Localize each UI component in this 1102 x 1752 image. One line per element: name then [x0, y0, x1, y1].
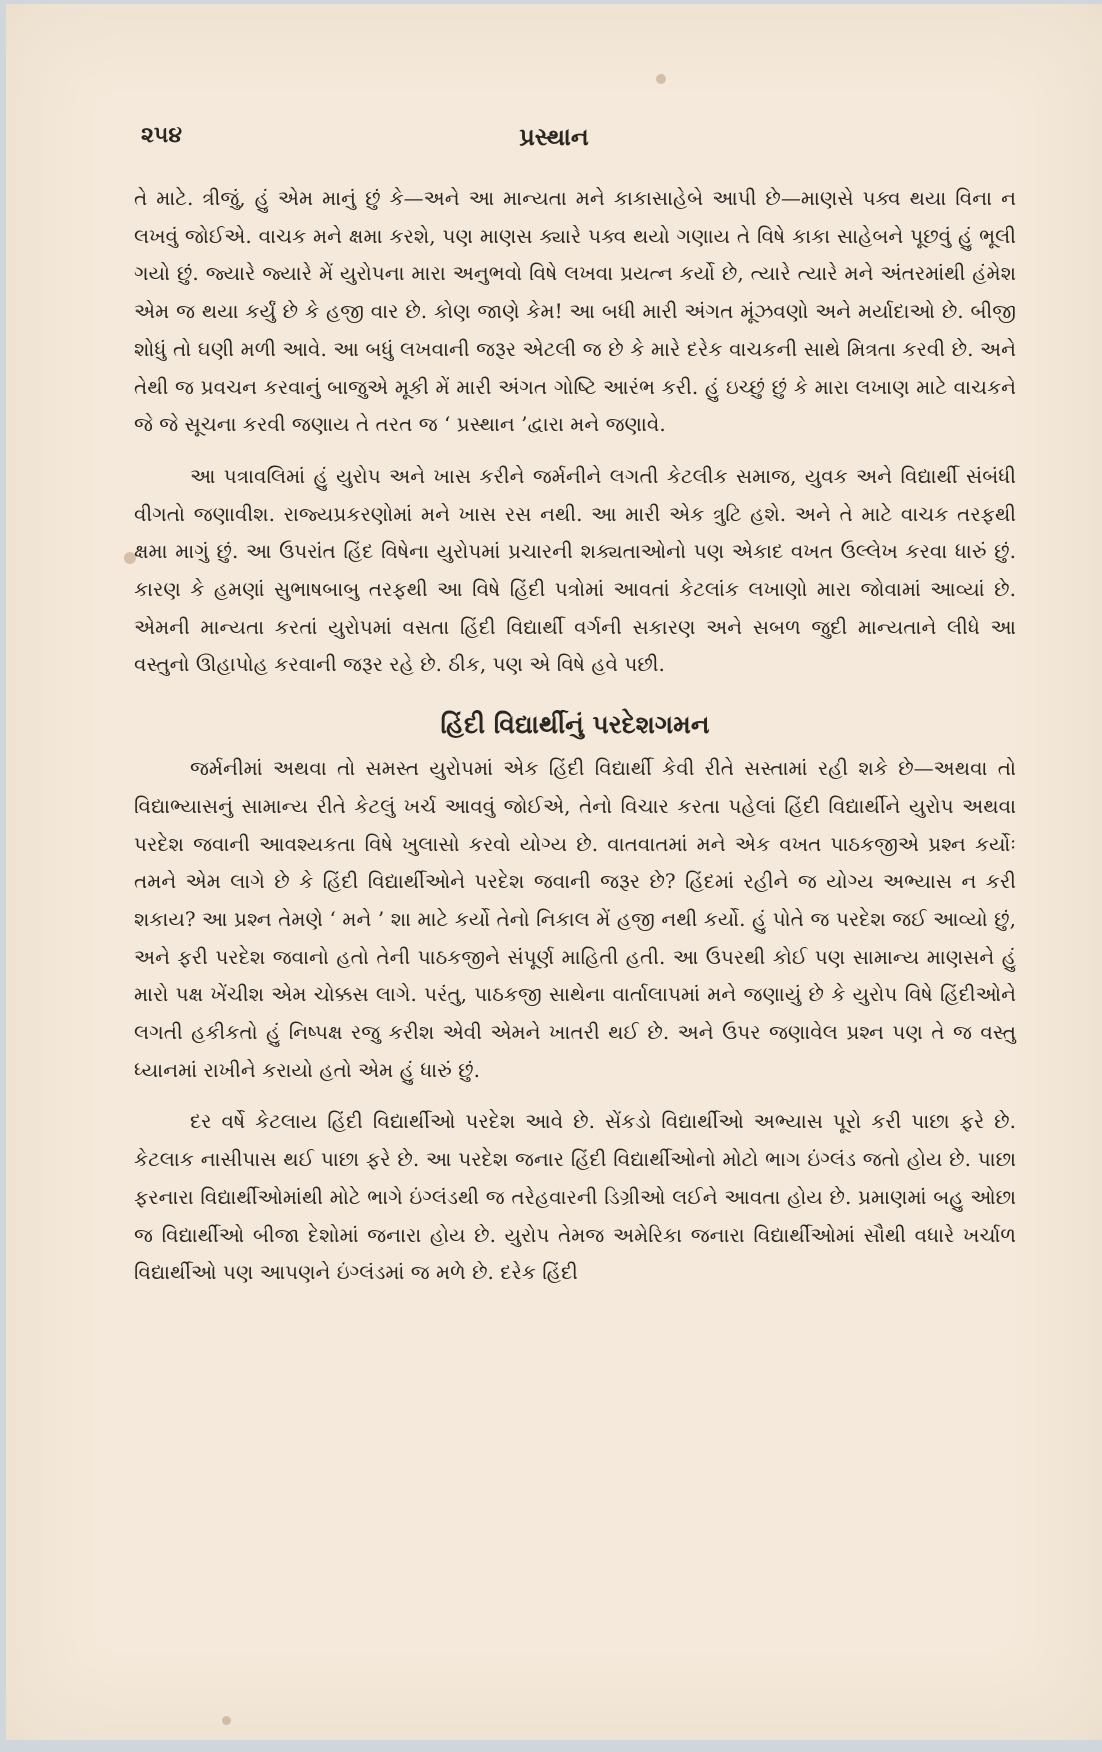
paper-stain: [656, 74, 666, 84]
paragraph: જર્મનીમાં અથવા તો સમસ્ત યુરોપમાં એક હિંદી વિદ્યાર્થી કેવી રીતે સસ્તામાં રહી શકે છે—અથવા તો વિદ્યાભ્યાસનું સામાન્ય રીતે કેટલું ખર્ચ આવવું જોઈએ, તેનો વિચાર કરતા પહેલાં હિંદી વિદ્યાર્થીને યુરોપ અથવા પરદેશ જવાની આવશ્યકતા વિષે ખુલાસો કરવો યોગ્ય છે. વાતવાતમાં મને એક વખત પાઠકજીએ પ્રશ્ન કર્યોઃ તમને એમ લાગે છે કે હિંદી વિદ્યાર્થીઓને પરદેશ જવાની જરૂર છે? હિંદમાં રહીને જ યોગ્ય અભ્યાસ ન કરી શકાય? આ પ્રશ્ન તેમણે ‘ મને ’ શા માટે કર્યો તેનો નિકાલ મેં હજી નથી કર્યો. હું પોતે જ પરદેશ જઈ આવ્યો છું, અને ફરી પરદેશ જવાનો હતો તેની પાઠકજીને સંપૂર્ણ માહિતી હતી. આ ઉપરથી કોઈ પણ સામાન્ય માણસને હું મારો પક્ષ ખેંચીશ એમ ચોક્કસ લાગે. પરંતુ, પાઠકજી સાથેના વાર્તાલાપમાં મને જણાયું છે કે યુરોપ વિષે હિંદીઓને લગતી હકીકતો હું નિષ્પક્ષ રજુ કરીશ એવી એમને ખાતરી થઈ છે. અને ઉપર જણાવેલ પ્રશ્ન પણ તે જ વસ્તુ ધ્યાનમાં રાખીને કરાયો હતો એમ હું ધારું છું.: [134, 756, 1016, 1082]
book-page: [6, 4, 1102, 1740]
page-number: ૨૫૪: [141, 122, 183, 148]
page-header: [6, 122, 1102, 156]
paragraph: તે માટે. ત્રીજું, હું એમ માનું છું કે—અને આ માન્યતા મને કાકાસાહેબે આપી છે—માણસે પક્વ થયા વિના ન લખવું જોઈએ. વાચક મને ક્ષમા કરશે, પણ માણસ ક્યારે પક્વ થયો ગણાય તે વિષે કાકા સાહેબને પૂછવું હું ભૂલી ગયો છું. જ્યારે જ્યારે મેં યુરોપના મારા અનુભવો વિષે લખવા પ્રયત્ન કર્યો છે, ત્યારે ત્યારે મને અંતરમાંથી હંમેશ એમ જ થયા કર્યું છે કે હજી વાર છે. કોણ જાણે કેમ! આ બધી મારી અંગત મૂંઝવણો અને મર્યાદાઓ છે. બીજી શોધું તો ઘણી મળી આવે. આ બધું લખવાની જરૂર એટલી જ છે કે મારે દરેક વાચકની સાથે મિત્રતા કરવી છે. અને તેથી જ પ્રવચન કરવાનું બાજુએ મૂકી મેં મારી અંગત ગોષ્ટિ આરંભ કરી. હું ઇચ્છું છું કે મારા લખાણ માટે વાચકને જે જે સૂચના કરવી જણાય તે તરત જ ‘ પ્રસ્થાન ’દ્વારા મને જણાવે.: [134, 186, 1016, 437]
paragraph: આ પત્રાવલિમાં હું યુરોપ અને ખાસ કરીને જર્મનીને લગતી કેટલીક સમાજ, યુવક અને વિદ્યાર્થી સંબંધી વીગતો જણાવીશ. રાજ્યપ્રકરણોમાં મને ખાસ રસ નથી. આ મારી એક ત્રુટિ હશે. અને તે માટે વાચક તરફથી ક્ષમા માગું છું. આ ઉપરાંત હિંદ વિષેના યુરોપમાં પ્રચારની શક્યતાઓનો પણ એકાદ વખત ઉલ્લેખ કરવા ધારું છું. કારણ કે હમણાં સુભાષબાબુ તરફથી આ વિષે હિંદી પત્રોમાં આવતાં કેટલાંક લખાણો મારા જોવામાં આવ્યાં છે. એમની માન્યતા કરતાં યુરોપમાં વસતા હિંદી વિદ્યાર્થી વર્ગની સકારણ અને સબળ જુદી માન્યતાને લીધે આ વસ્તુનો ઊહાપોહ કરવાની જરૂર રહે છે. ઠીક, પણ એ વિષે હવે પછી.: [134, 463, 1016, 677]
section-heading: હિંદી વિદ્યાર્થીનું પરદેશગમન: [440, 710, 710, 740]
paragraph: દર વર્ષે કેટલાય હિંદી વિદ્યાર્થીઓ પરદેશ આવે છે. સેંકડો વિદ્યાર્થીઓ અભ્યાસ પૂરો કરી પાછા ફરે છે. કેટલાક નાસીપાસ થઈ પાછા ફરે છે. આ પરદેશ જનાર હિંદી વિદ્યાર્થીઓનો મોટો ભાગ ઇંગ્લંડ જતો હોય છે. પાછા ફરનારા વિદ્યાર્થીઓમાંથી મોટે ભાગે ઇંગ્લંડથી જ તરેહવારની ડિગ્રીઓ લઈને આવતા હોય છે. પ્રમાણમાં બહુ ઓછા જ વિદ્યાર્થીઓ બીજા દેશોમાં જનારા હોય છે. યુરોપ તેમજ અમેરિકા જનારા વિદ્યાર્થીઓમાં સૌથી વધારે ખર્ચાળ વિદ્યાર્થીઓ પણ આપણને ઇંગ્લંડમાં જ મળે છે. દરેક હિંદી: [134, 1109, 1016, 1285]
page-body: [134, 180, 1016, 1306]
paper-stain: [222, 1716, 231, 1725]
running-title: પ્રસ્થાન: [519, 122, 589, 151]
